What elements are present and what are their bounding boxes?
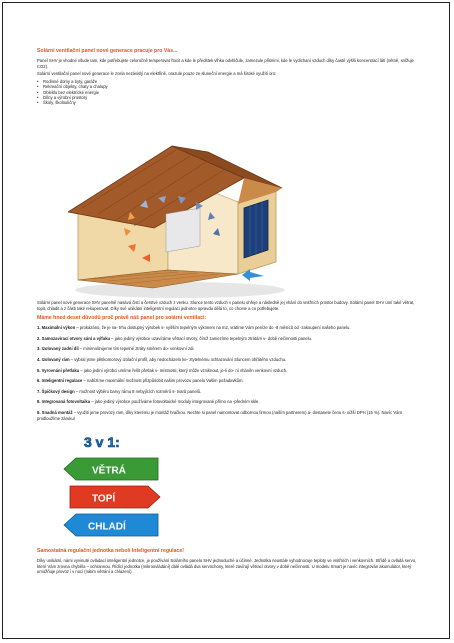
reason-item: 4. Izolovaný rám – vybral jsme pětikomorový izolační profil, aby nedocházelo ke- ztytelnému ochlazování Sluncem ohřátého vzduchu. bbox=[37, 356, 287, 362]
list-item: • Obleklo bez elektrické energie bbox=[37, 89, 100, 95]
regulation-section bbox=[37, 548, 419, 577]
arrow-vetra bbox=[64, 458, 158, 480]
reason-item: 1. Maximální výkon – prokázáno, že je na- trhu dostupný výrobek s- vyšším tepelným výkonem na m2, vrátíme Vám peníze do -8 měsíců od -zakoupení našeho panelu. bbox=[37, 325, 351, 331]
regulation-heading: Samostatná regulační jednotka neboli Inteligentní regulace! bbox=[37, 548, 185, 554]
intro-paragraph-1: Panel SHV je vhodné všude tam, kde potřebujete celoročně temperovat řtocit a kde le předstek vlhka odvhlčule, zamezule plísnimi, kde le vydichaní vzduch díky časté výšši koncentrací látí (větně, snížuje CO2). bbox=[37, 58, 414, 69]
reason-item: 9. Snadná montáž – využiti jeme provozy rám, díky kterému je montáž hračkou. Nechte si panel namontovat odbornou firmou (naším partnerem) a- dostanete čenu s- nižší DPH (15 %). Navíc Vám prodloužíme záruku! bbox=[37, 409, 402, 421]
regulation-paragraph: Díky unikátní, námi vyvinuté ovládací inteligentní jednotce, je používání Solárního panelu SHV jednoduché a účinné. Jednotka neustále vyhodnocuje teploty ve vnitřních i venkovních. Střídě a ovládá servo, které Vám zrovna chyběla – ochrannou. Řídící jednotka (mikroovládání) dálé ovládá dva servochony, které zavírají větrací otvory v době nečinnosti. U modelu Smart je navíc integrován akumulátor, který umožňuje provoz i v noci (nátim větrání a chlazení). bbox=[37, 558, 417, 575]
page-title: Solární ventilační panel nové generace pracuje pro Vás... bbox=[37, 48, 178, 54]
reason-item: 3. Izolovaný zadní díl – minimalizujeme tím tepelné ztráty směrem do- venkovní zdi. bbox=[37, 346, 195, 352]
reason-item: 6. Inteligentní regulace – nabízíme maximální možnost přizpůsobit našim provozu panelu Vašim požadavkům. bbox=[37, 378, 244, 384]
arrow-label: VĚTRÁ bbox=[92, 465, 126, 477]
reason-item: 7. Špičkový design – možnost výběru barvy rámu 8 nebyjících rozměrů s- tvarů panelů. bbox=[37, 388, 202, 394]
list-item: • Školy, školouličny bbox=[37, 100, 76, 106]
list-item: • Rekreační objekty, chaty a chalupy bbox=[37, 84, 108, 90]
description-paragraph: Solární panel nové generace SHV panelně nasává čistí a čerstvé vzduch z venku. Slunce tento vzduch v panelu ohřeje a následně jej vhání do vnitřních prostor budovy. Solární panel SHV umí také větrat, topit, chladit a z části také rekuperovat. Díky své unikátní inteligentní regulaci jednotce opravdu dělá to, co chcete a co potřebujete. bbox=[37, 300, 415, 311]
arrow-chladi bbox=[64, 514, 158, 536]
reasons-section bbox=[37, 300, 419, 426]
uses-list bbox=[37, 79, 419, 106]
list-item: • Dílny a výrobní prostory bbox=[37, 95, 88, 100]
reason-item: 2. Samozavírací otvory sání a výfuku – jako jediný výrobce uzavíráme větrací otvory, čímž zamezíme tepelným ztrátám v- době nečinnosti panelu. bbox=[37, 335, 313, 341]
house-cutaway-image bbox=[68, 142, 290, 300]
intro-section bbox=[37, 48, 419, 110]
list-item: • Rodinné domy a byty, garáže bbox=[37, 78, 98, 84]
banner-title: 3 v 1: bbox=[84, 434, 120, 450]
reason-item: 8. Integrovaná fotovoltaika – jako jediný výrobce používáme fotovoltaické moduly integrované přímo na -předním skle. bbox=[37, 399, 260, 405]
intro-paragraph-2: Solární ventilační panel nové generace le zcela nezávislý na elektřině, orazule pouze ze sluneční energie a má široké využití oro: bbox=[37, 71, 277, 77]
reason-item: 5. Vyrovnání přetlaku – jako jediní výrobci umíme řešit přetlak v- místnosti, který může vzniknout, je-li do- ní vháněn venkovní vzduch. bbox=[37, 367, 288, 373]
arrow-label: CHLADÍ bbox=[88, 521, 126, 533]
arrow-topi bbox=[70, 486, 160, 508]
three-in-one-banner bbox=[62, 434, 164, 542]
reasons-heading: Máme hned deset důvodů proč právě náš panel pro solární ventilaci: bbox=[37, 315, 207, 322]
house-illustration bbox=[68, 142, 290, 300]
arrow-label: TOPÍ bbox=[92, 493, 116, 505]
